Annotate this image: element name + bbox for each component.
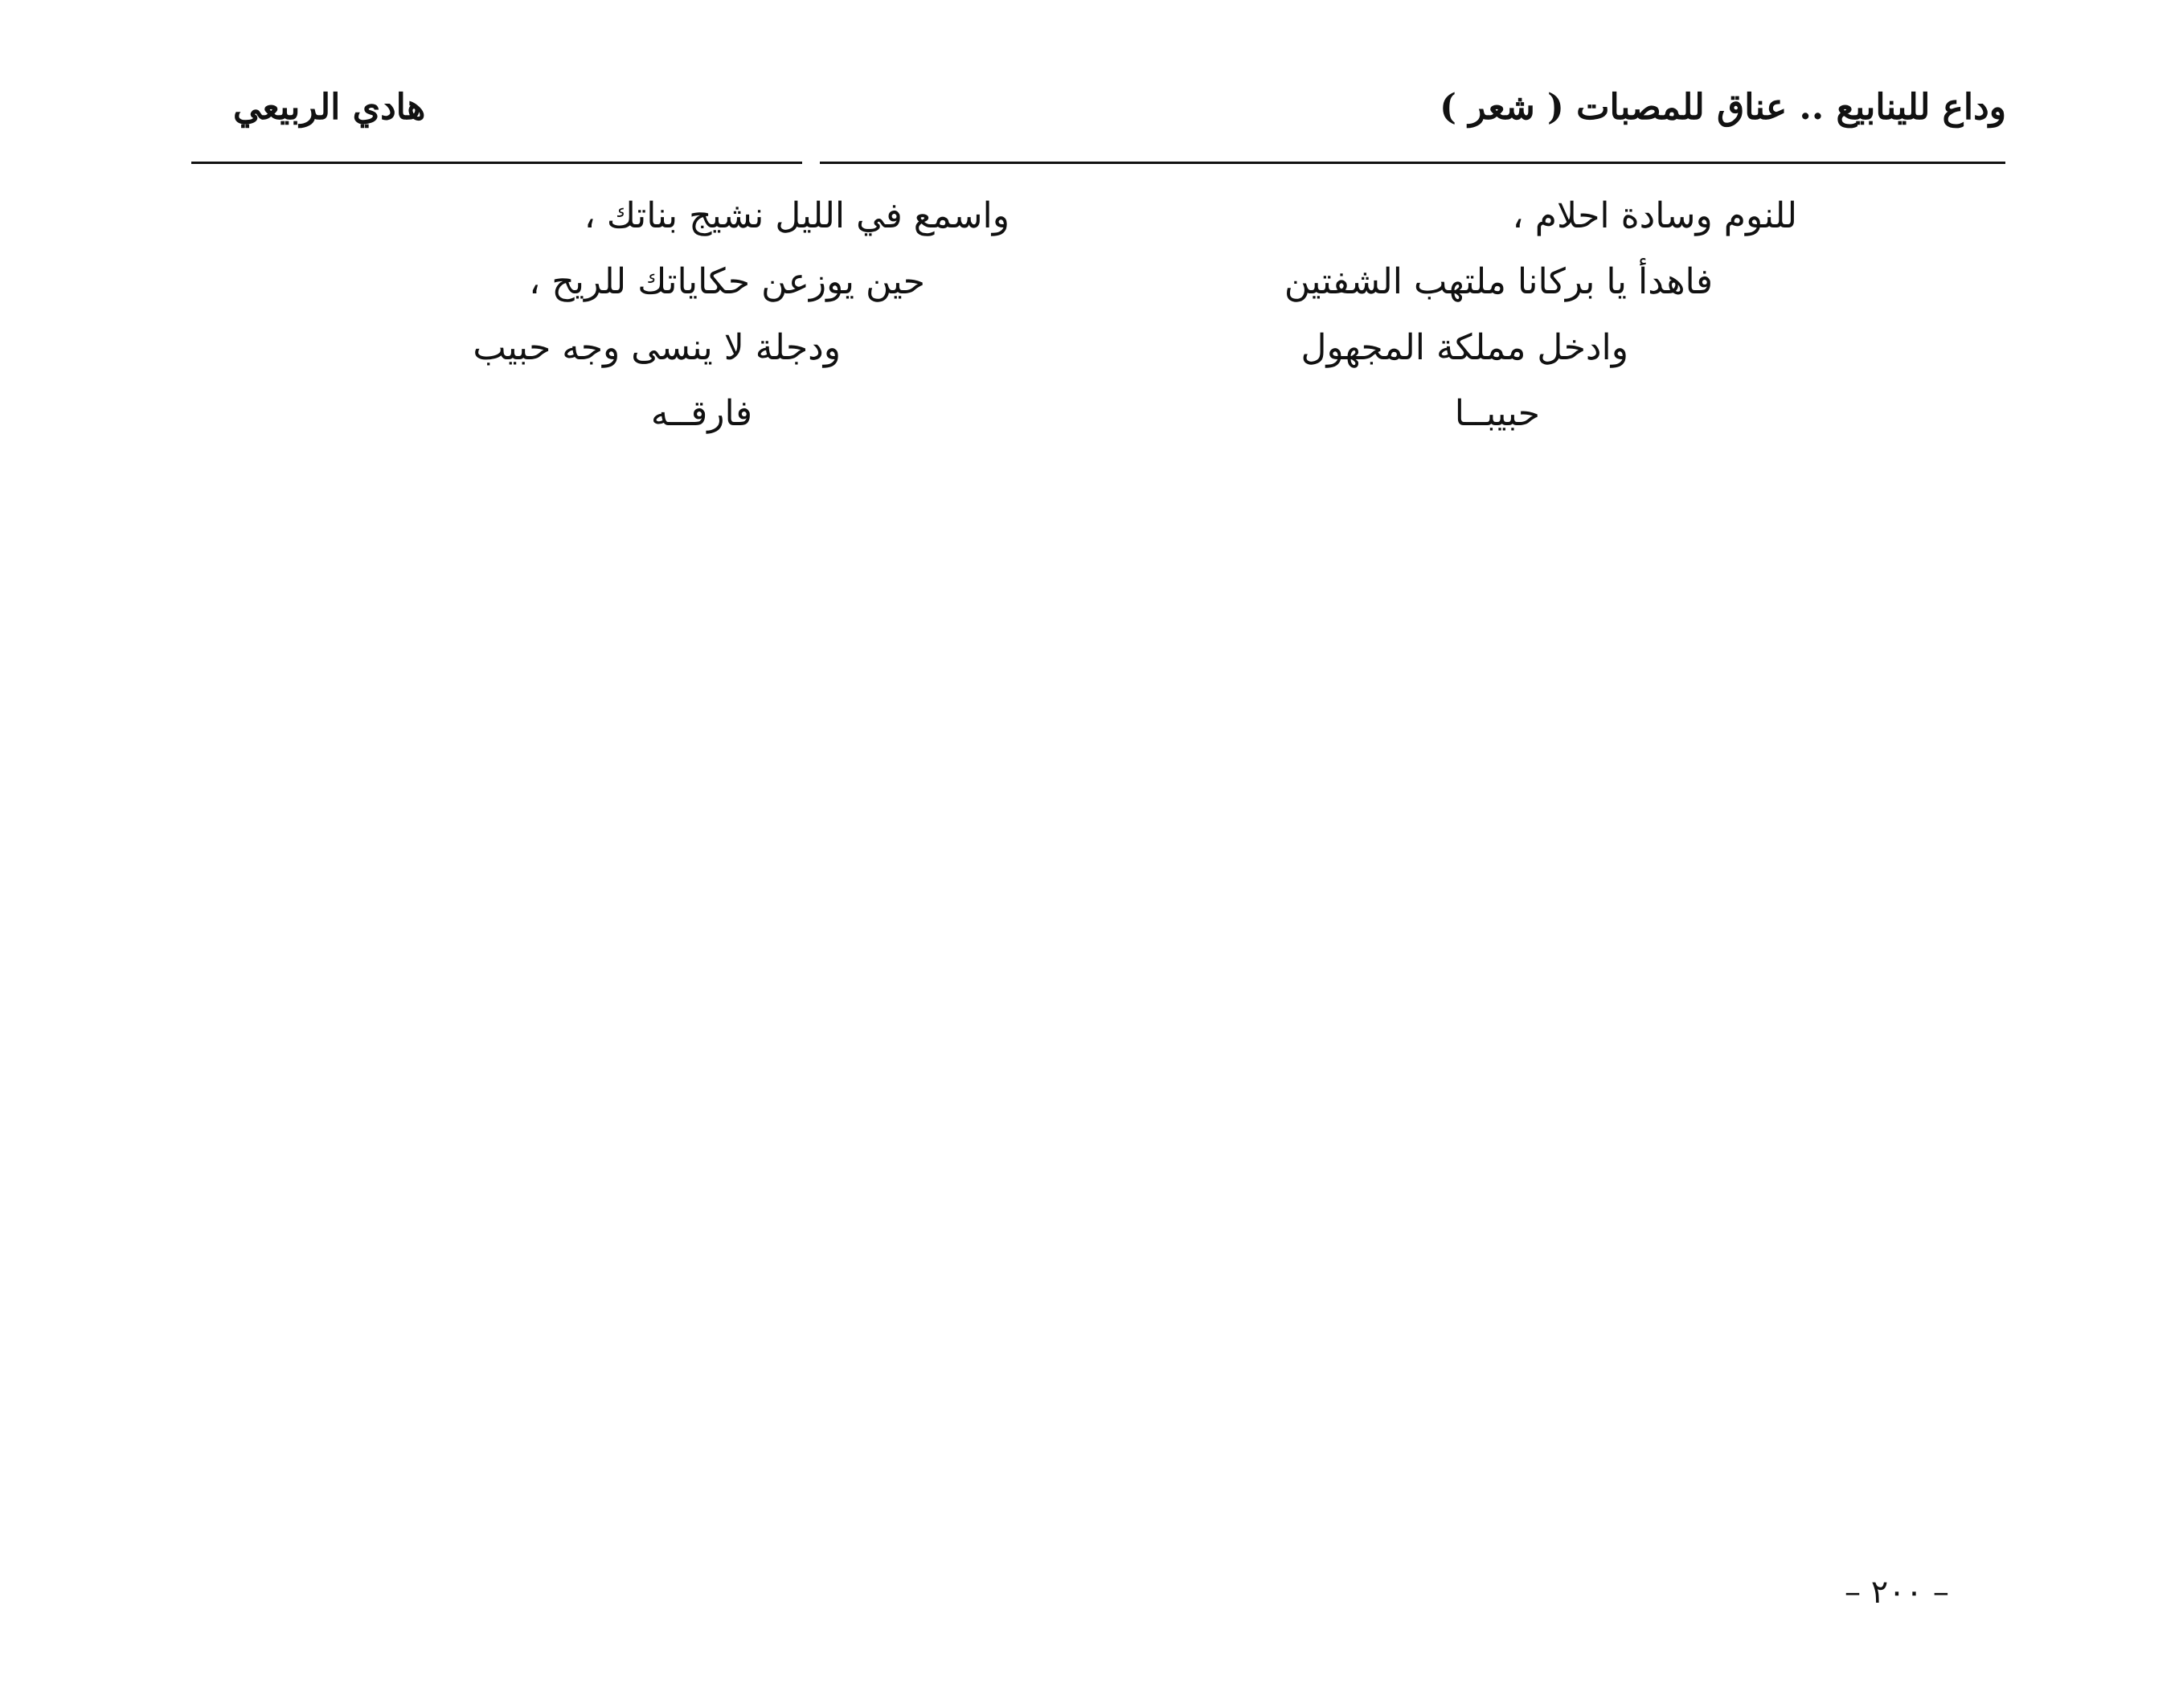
header-rule-right xyxy=(820,162,2005,164)
verse-line: فاهدأ يا بركانا ملتهب الشفتين xyxy=(1284,261,1713,302)
poem-column-left xyxy=(286,183,1010,447)
running-header-author: هادي الربيعي xyxy=(233,87,426,128)
poem-column-right xyxy=(1170,183,1797,447)
verse-line: حين يوزعن حكاياتك للريح ، xyxy=(529,261,925,302)
header-rule-left xyxy=(191,162,802,164)
verse-line: فارقــه xyxy=(650,393,752,434)
running-header-title: وداع للينابيع .. عناق للمصبات ( شعر ) xyxy=(1440,87,2006,128)
verse-line: وادخل مملكة المجهول xyxy=(1300,327,1628,368)
verse-line: واسمع في الليل نشيج بناتك ، xyxy=(584,195,1010,236)
page-number: – ٢٠٠ – xyxy=(1845,1574,1949,1611)
verse-line: للنوم وسادة احلام ، xyxy=(1512,195,1797,236)
verse-line: ودجلة لا ينسى وجه حبيب xyxy=(473,327,841,368)
verse-line: حبيبــا xyxy=(1454,393,1540,434)
